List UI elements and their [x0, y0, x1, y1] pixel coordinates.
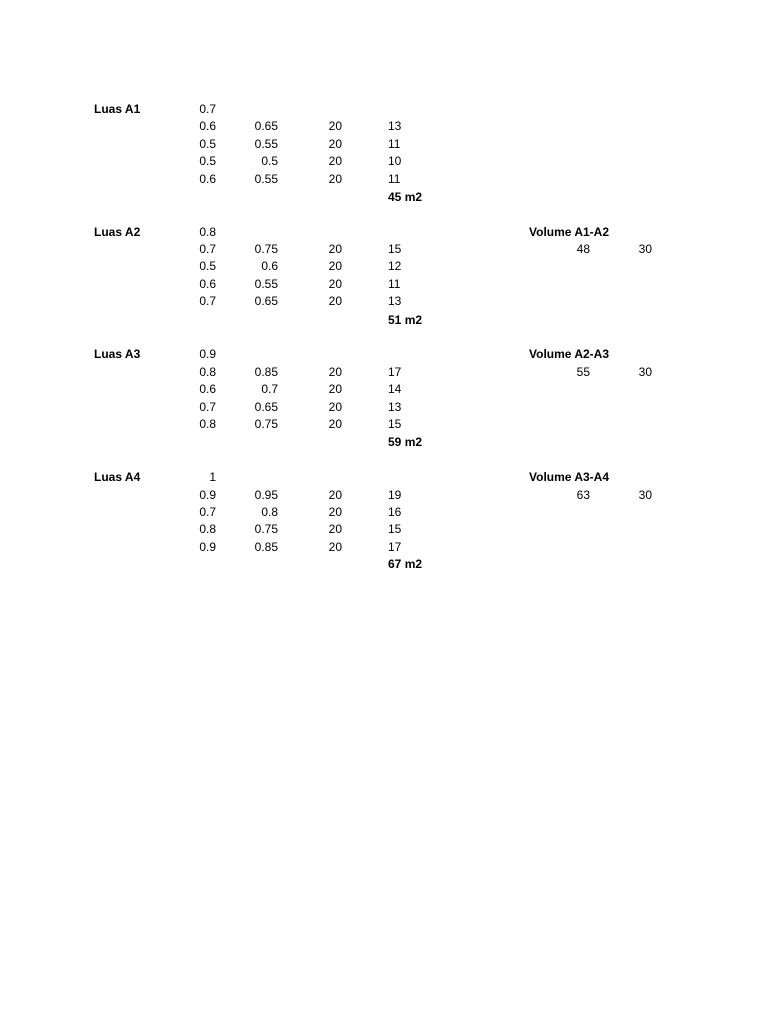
- a3-row3-col4: 13: [388, 400, 402, 414]
- volume-a2-a3-value: 55: [576, 365, 590, 379]
- a2-row3-col4: 11: [388, 277, 401, 291]
- volume-label-a3-a4: Volume A3-A4: [529, 470, 610, 484]
- a4-row4-col1: 0.9: [199, 540, 216, 554]
- volume-label-a1-a2: Volume A1-A2: [529, 225, 610, 239]
- a2-total: [388, 313, 422, 327]
- a3-row3-col2: 0.65: [254, 400, 278, 414]
- section-label-a1: Luas A1: [94, 102, 141, 116]
- a4-row2-col1: 0.7: [199, 505, 216, 519]
- a4-row2-col2: 0.8: [261, 505, 278, 519]
- a4-row4-col3: 20: [328, 540, 342, 554]
- a4-row2-col3: 20: [328, 505, 342, 519]
- a1-total-value: 45: [388, 190, 402, 204]
- a3-total: [388, 435, 422, 449]
- volume-label-a2-a3: Volume A2-A3: [529, 347, 610, 361]
- a4-row3-col4: 15: [388, 522, 402, 536]
- a3-row3-col3: 20: [328, 400, 342, 414]
- a3-row1-col4: 17: [388, 365, 402, 379]
- a3-total-value: 59: [388, 435, 402, 449]
- a4-row4-col2: 0.85: [254, 540, 278, 554]
- volume-a3-a4-factor: 30: [638, 488, 652, 502]
- a2-row2-col3: 20: [328, 259, 342, 273]
- a2-row4-col2: 0.65: [254, 294, 278, 308]
- a1-total: [388, 190, 422, 204]
- a1-row4-col2: 0.55: [254, 172, 278, 186]
- a4-total: [388, 557, 422, 571]
- a2-row4-col1: 0.7: [199, 294, 216, 308]
- a3-row1-col2: 0.85: [254, 365, 278, 379]
- a1-row4-col4: 11: [388, 172, 401, 186]
- a1-row2-col3: 20: [328, 137, 342, 151]
- a2-row2-col1: 0.5: [199, 259, 216, 273]
- a4-row4-col4: 17: [388, 540, 402, 554]
- a3-row2-col2: 0.7: [261, 382, 278, 396]
- a3-row2-col1: 0.6: [199, 382, 216, 396]
- section-a2-first-value: 0.8: [199, 225, 216, 239]
- a3-row4-col2: 0.75: [254, 417, 278, 431]
- section-label-a3: Luas A3: [94, 347, 141, 361]
- a4-row2-col4: 16: [388, 505, 402, 519]
- a1-row2-col1: 0.5: [199, 137, 216, 151]
- a4-row3-col1: 0.8: [199, 522, 216, 536]
- a1-total-unit: m2: [404, 190, 423, 204]
- a2-row3-col3: 20: [328, 277, 342, 291]
- section-label-a4: Luas A4: [94, 470, 141, 484]
- a2-row3-col1: 0.6: [199, 277, 216, 291]
- a2-total-value: 51: [388, 313, 402, 327]
- a2-row2-col4: 12: [388, 259, 402, 273]
- a1-row1-col1: 0.6: [199, 119, 216, 133]
- a1-row4-col1: 0.6: [199, 172, 216, 186]
- a4-row3-col3: 20: [328, 522, 342, 536]
- a4-row1-col4: 19: [388, 488, 402, 502]
- a3-row4-col3: 20: [328, 417, 342, 431]
- a4-row1-col2: 0.95: [254, 488, 278, 502]
- a4-total-value: 67: [388, 557, 402, 571]
- a4-row1-col1: 0.9: [199, 488, 216, 502]
- a3-row1-col3: 20: [328, 365, 342, 379]
- a2-row2-col2: 0.6: [261, 259, 278, 273]
- a2-row1-col4: 15: [388, 242, 402, 256]
- a1-row1-col3: 20: [328, 119, 342, 133]
- a2-row1-col1: 0.7: [199, 242, 216, 256]
- section-a4-first-value: 1: [209, 470, 216, 484]
- section-a1-first-value: 0.7: [199, 102, 216, 116]
- volume-a2-a3-factor: 30: [638, 365, 652, 379]
- a3-row2-col3: 20: [328, 382, 342, 396]
- volume-a3-a4-value: 63: [576, 488, 590, 502]
- a1-row4-col3: 20: [328, 172, 342, 186]
- a3-row4-col1: 0.8: [199, 417, 216, 431]
- section-label-a2: Luas A2: [94, 225, 141, 239]
- a1-row2-col4: 11: [388, 137, 401, 151]
- a1-row3-col3: 20: [328, 154, 342, 168]
- a3-row3-col1: 0.7: [199, 400, 216, 414]
- volume-a1-a2-value: 48: [576, 242, 590, 256]
- a3-row4-col4: 15: [388, 417, 402, 431]
- a2-row4-col4: 13: [388, 294, 402, 308]
- a3-total-unit: m2: [404, 435, 423, 449]
- a2-row4-col3: 20: [328, 294, 342, 308]
- a2-row3-col2: 0.55: [254, 277, 278, 291]
- a1-row2-col2: 0.55: [254, 137, 278, 151]
- a2-row1-col2: 0.75: [254, 242, 278, 256]
- a4-total-unit: m2: [404, 557, 423, 571]
- a2-total-unit: m2: [404, 313, 423, 327]
- a1-row1-col4: 13: [388, 119, 402, 133]
- a1-row1-col2: 0.65: [254, 119, 278, 133]
- volume-a1-a2-factor: 30: [638, 242, 652, 256]
- a3-row1-col1: 0.8: [199, 365, 216, 379]
- a1-row3-col1: 0.5: [199, 154, 216, 168]
- section-a3-first-value: 0.9: [199, 347, 216, 361]
- a4-row1-col3: 20: [328, 488, 342, 502]
- a2-row1-col3: 20: [328, 242, 342, 256]
- a1-row3-col4: 10: [388, 154, 402, 168]
- a3-row2-col4: 14: [388, 382, 402, 396]
- a4-row3-col2: 0.75: [254, 522, 278, 536]
- a1-row3-col2: 0.5: [261, 154, 278, 168]
